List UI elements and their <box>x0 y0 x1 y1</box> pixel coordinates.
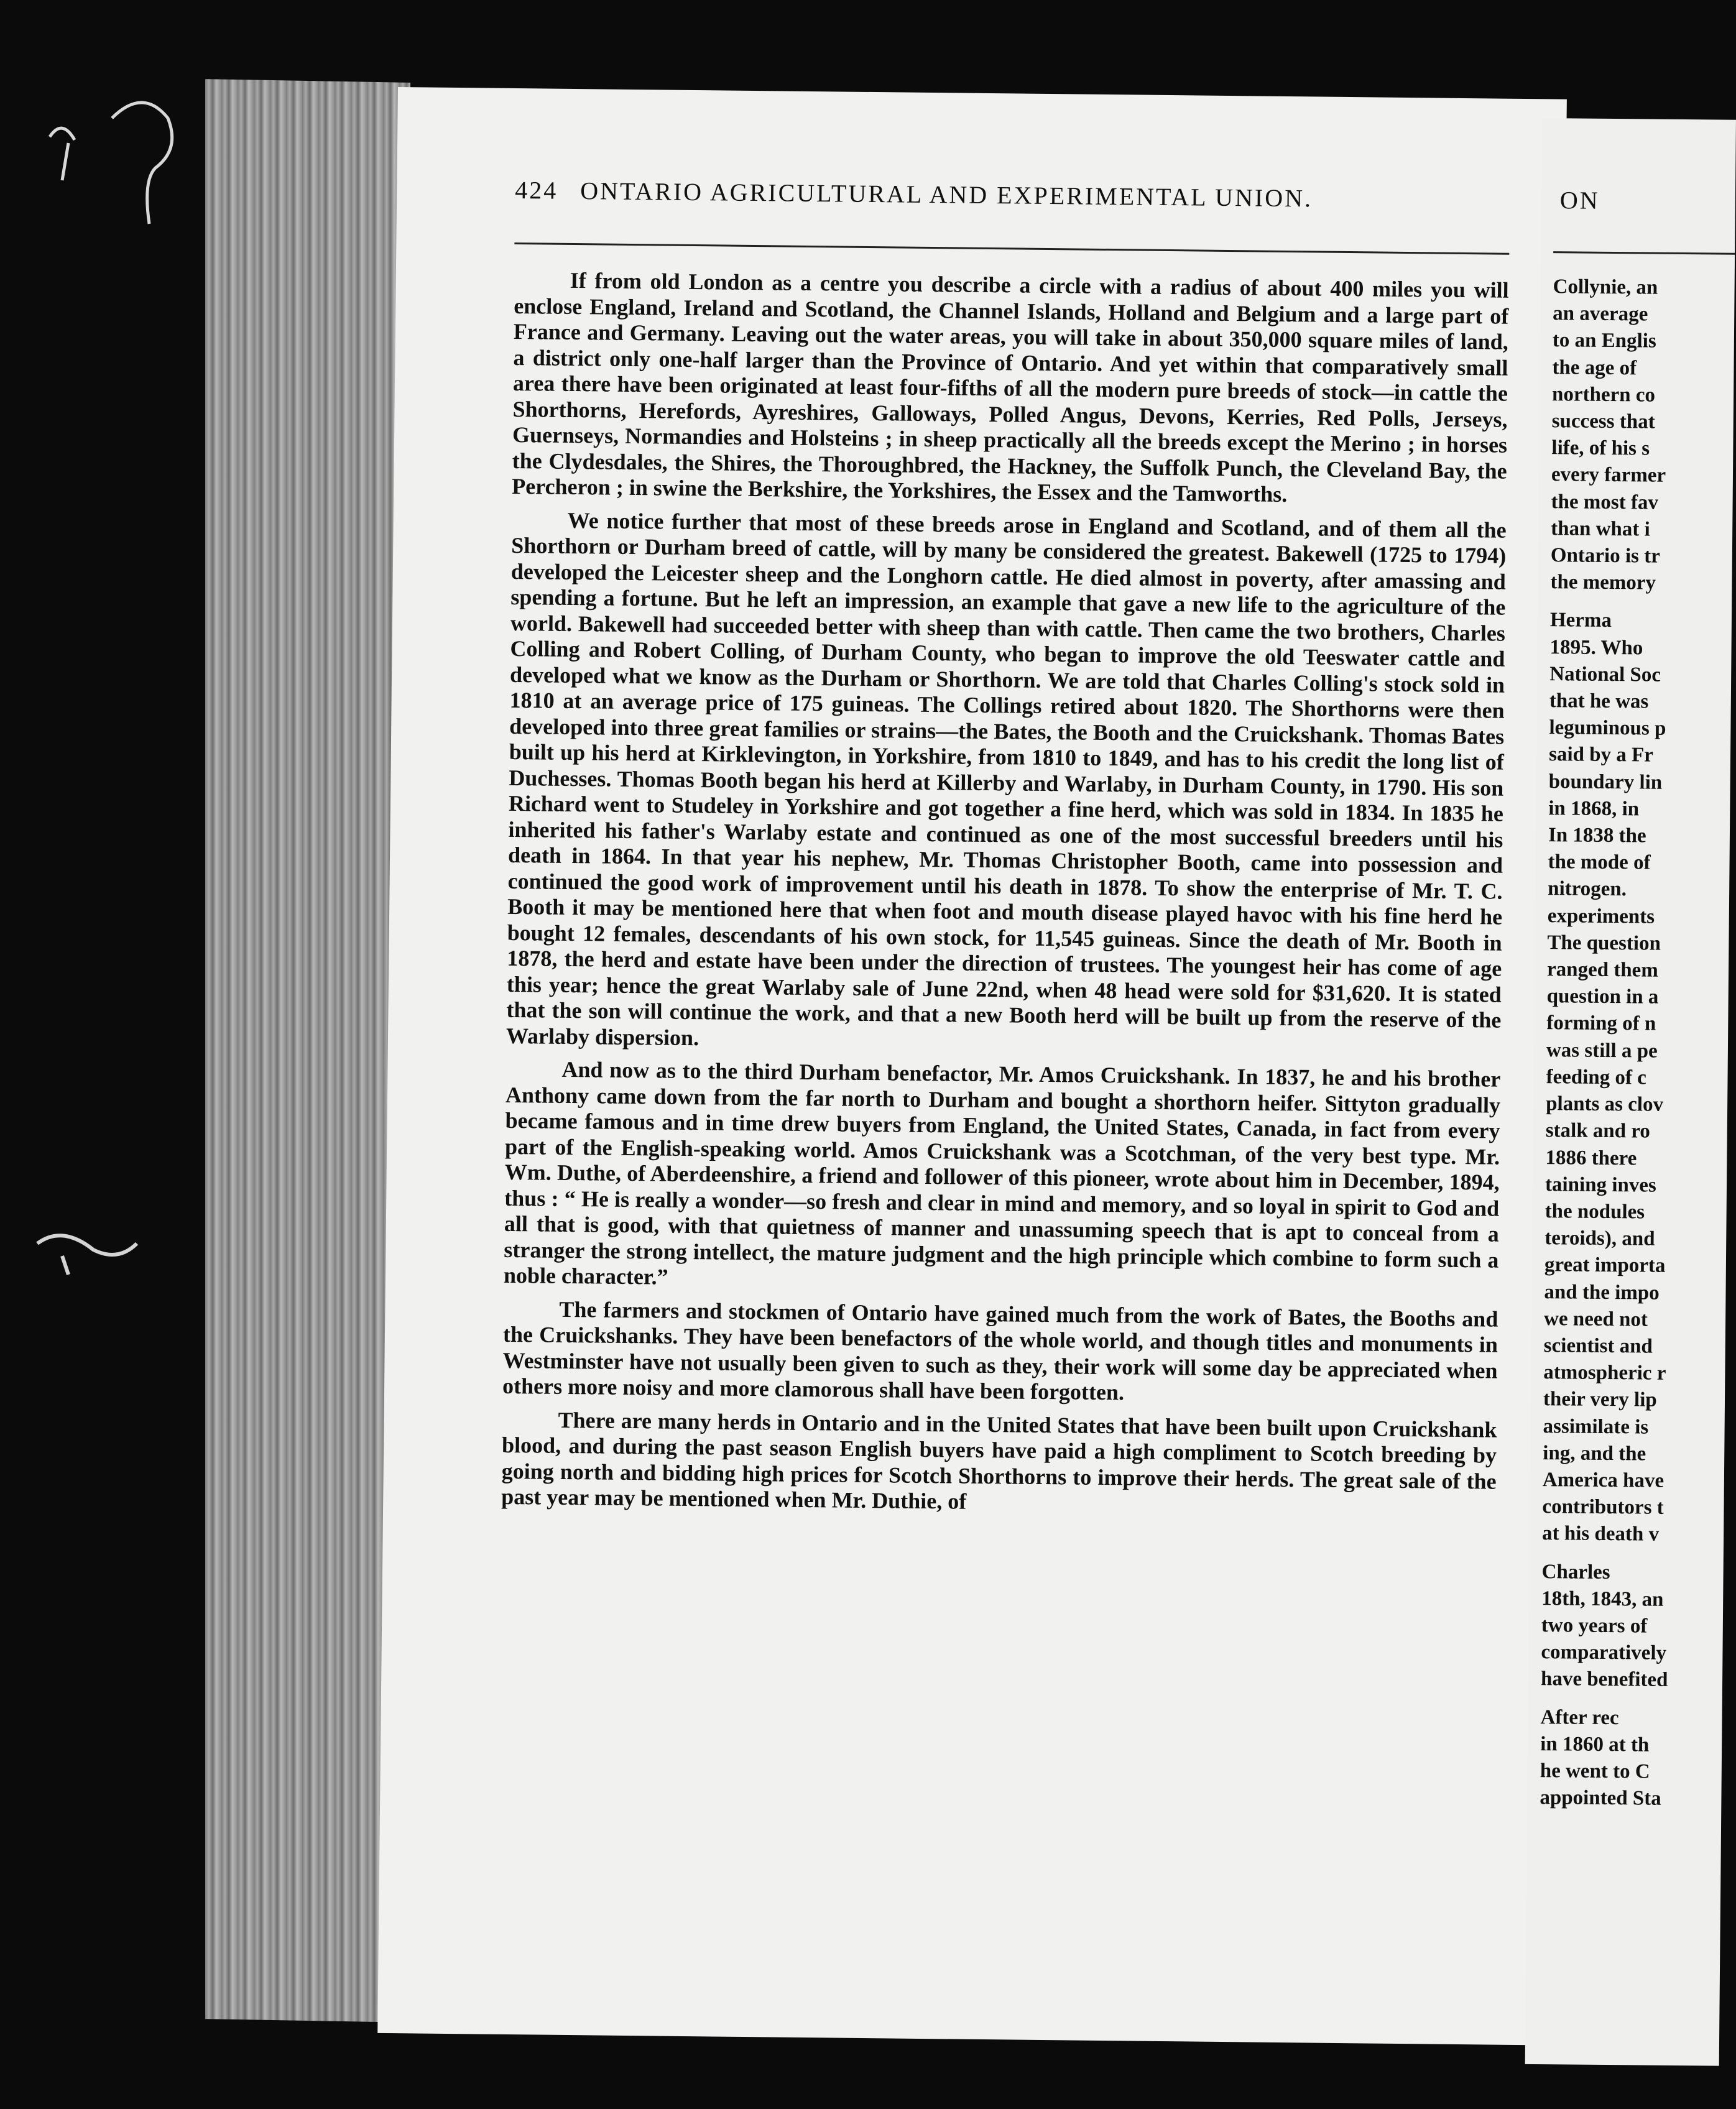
right-page-line: 1886 there <box>1545 1146 1637 1170</box>
right-page-line: great importa <box>1544 1253 1666 1278</box>
right-page-line: leguminous p <box>1549 716 1666 741</box>
right-page-line: two years of <box>1541 1614 1648 1638</box>
right-page-line: National Soc <box>1549 662 1661 686</box>
right-page-line: the most fav <box>1551 490 1659 514</box>
right-page-line: America have <box>1542 1469 1664 1492</box>
right-page-line: ranged them <box>1546 958 1658 982</box>
right-page-line: at his death v <box>1541 1522 1660 1546</box>
right-page-line: nitrogen. <box>1548 877 1627 901</box>
right-page-text <box>1540 274 1736 1815</box>
right-page-line: every farmer <box>1551 463 1666 487</box>
right-page-line: Charles <box>1541 1560 1610 1584</box>
right-page-line: assimilate is <box>1543 1414 1649 1439</box>
paragraph-1: If from old London as a centre you describe a circle with a radius of about 400 miles you will enclose England, Ireland and Scotland, the Channel Islands, Holland and Belgium and a large part of France and Germany. Leaving out the water areas, you will take in about 350,000 square miles of land, a district only one-half larger than the Province of Ontario. And yet within that comparatively small area there have been originated at least four-fifths of all the modern pure breeds of stock—in cattle the Shorthorns, Herefords, Ayreshires, Galloways, Polled Angus, Devons, Kerries, Red Polls, Jerseys, Guernseys, Normandies and Holsteins ; in sheep practically all the breeds except the Merino ; in horses the Clydesdales, the Shires, the Thoroughbred, the Hackney, the Suffolk Punch, the Cleveland Bay, the Percheron ; in swine the Berkshire, the Yorkshires, the Essex and the Tamworths. <box>512 267 1509 507</box>
right-page-line: appointed Sta <box>1540 1786 1661 1810</box>
page-number: 424 <box>515 175 558 205</box>
right-page-partial <box>1525 118 1736 2066</box>
running-head-title: ONTARIO AGRICULTURAL AND EXPERIMENTAL UNION. <box>580 177 1313 213</box>
left-page <box>377 87 1567 2046</box>
right-page-line: said by a Fr <box>1548 743 1653 767</box>
right-running-head: ON <box>1559 186 1600 215</box>
right-page-line: boundary lin <box>1548 770 1663 794</box>
right-page-line: have benefited <box>1540 1668 1668 1692</box>
right-page-line: 18th, 1843, an <box>1541 1587 1664 1611</box>
right-page-line: in 1860 at th <box>1540 1732 1650 1756</box>
right-page-line: scientist and <box>1543 1334 1653 1358</box>
right-page-line: to an Englis <box>1552 329 1656 353</box>
right-page-line: we need not <box>1543 1307 1648 1331</box>
right-page-line: The question <box>1547 931 1661 955</box>
right-page-line: life, of his s <box>1551 436 1650 460</box>
right-page-line: in 1868, in <box>1548 796 1640 821</box>
paragraph-2: We notice further that most of these breeds arose in England and Scotland, and of them all the Shorthorn or Durham breed of cattle, will by many be considered the greatest. Bakewell (1725 to 1794) developed the Leicester sheep and the Longhorn cattle. He died almost in poverty, after amassing and spending a fortune. But he left an impression, an example that gave a new life to the agriculture of the world. Bakewell had succeeded better with sheep than with cattle. Then came the two brothers, Charles Colling and Robert Colling, of Durham County, who began to improve the old Teeswater cattle and developed what we know as the Durham or Shorthorn. We are told that Charles Colling's stock sold in 1810 at an average price of 175 guineas. The Collings retired about 1820. The Shorthorns were then developed into three great families or strains—the Bates, the Booth and the Cruickshank. Thomas Bates built up his herd at Kirklevington, in Yorkshire, from 1810 to 1849, and has to his credit the long list of Duchesses. Thomas Booth began his herd at Killerby and Warlaby, in Durham County, in 1790. His son Richard went to Studeley in Yorkshire and got together a fine herd, which was sold in 1834. In 1835 he inherited his father's Warlaby estate and continued as one of the most successful breeders until his death in 1864. In that year his nephew, Mr. Thomas Christopher Booth, came into possession and continued the good work of improvement until his death in 1878. To show the enterprise of Mr. T. C. Booth it may be mentioned here that when foot and mouth disease played havoc with his fine herd he bought 12 females, descendants of his own stock, for 11,545 guineas. Since the death of Mr. Booth in 1878, the herd and estate have been under the direction of trustees. The youngest heir has come of age this year; hence the great Warlaby sale of June 22nd, when 48 head were sold for $31,620. It is stated that the son will continue the work, and that a new Booth herd will be built up from the reserve of the Warlaby dispersion. <box>506 507 1507 1050</box>
right-page-line: 1895. Who <box>1549 635 1643 660</box>
right-page-line: feeding of c <box>1546 1066 1646 1089</box>
body-text <box>501 267 1509 1528</box>
right-page-line: ing, and the <box>1543 1441 1646 1465</box>
paragraph-5: There are many herds in Ontario and in the United States that have been built upon Cruickshank blood, and during the past season English buyers have paid a high compliment to Scotch breeding by going north and bidding high prices for Scotch Shorthorns to improve their herds. The great sale of the past year may be mentioned when Mr. Duthie, of <box>501 1407 1497 1514</box>
paragraph-3: And now as to the third Durham benefactor, Mr. Amos Cruickshank. In 1837, he and his brother Anthony came down from the far north to Durham and bought a shorthorn heifer. Sittyton gradually became famous and in time drew buyers from England, the United States, Canada, in fact from every part of the English-speaking world. Amos Cruickshank was a Scotchman, of the very best type. Mr. Wm. Duthe, of Aberdeenshire, a friend and follower of this pioneer, wrote about him in December, 1894, thus : “ He is really a wonder—so fresh and clear in mind and memory, and so loyal in spirit to God and all that is good, with that quietness of manner and unassuming speech that is apt to conceal from a stranger the strong intellect, the mature judgment and the high principle which combine to form such a noble character.” <box>503 1056 1501 1290</box>
page-edge-stack <box>205 79 410 2023</box>
margin-scribble-bottom <box>25 1206 149 1293</box>
right-page-line: In 1838 the <box>1548 824 1646 847</box>
right-page-line: taining inves <box>1544 1173 1656 1197</box>
right-page-line: than what i <box>1551 517 1650 541</box>
right-page-line: he went to C <box>1540 1760 1650 1783</box>
right-page-line: the mode of <box>1548 851 1651 874</box>
right-page-line: experiments <box>1547 904 1655 928</box>
right-page-line: the memory <box>1550 571 1656 594</box>
right-page-line: comparatively <box>1541 1641 1667 1664</box>
right-page-line: Collynie, an <box>1553 275 1658 299</box>
right-page-line: After rec <box>1540 1705 1619 1729</box>
right-page-line: atmospheric r <box>1543 1361 1666 1385</box>
header-rule <box>514 242 1509 255</box>
paragraph-4: The farmers and stockmen of Ontario have gained much from the work of Bates, the Booths and the Cruickshanks. They have been benefactors of the whole world, and though titles and monuments in Westminster have not usually been given to such as they, their work will some day be appreciated when others more noisy and more clamorous shall have been forgotten. <box>502 1296 1498 1405</box>
right-page-line: teroids), and <box>1544 1227 1655 1250</box>
right-page-line: that he was <box>1549 690 1649 713</box>
right-page-line: stalk and ro <box>1545 1119 1651 1143</box>
running-header <box>515 175 1485 215</box>
right-page-line: and the impo <box>1544 1280 1660 1304</box>
right-page-line: northern co <box>1551 382 1656 407</box>
right-page-line: plants as clov <box>1546 1092 1664 1116</box>
right-page-line: the nodules <box>1544 1200 1645 1224</box>
right-page-line: success that <box>1551 410 1655 433</box>
margin-scribble-top <box>25 81 211 242</box>
right-page-line: was still a pe <box>1546 1038 1658 1063</box>
right-page-line: Ontario is tr <box>1550 544 1660 568</box>
right-page-line: an average <box>1553 302 1648 326</box>
right-page-line: their very lip <box>1543 1388 1657 1412</box>
right-header-rule <box>1553 251 1736 255</box>
right-page-line: the age of <box>1552 356 1637 379</box>
right-page-line: forming of n <box>1546 1012 1656 1036</box>
right-page-line: Herma <box>1549 609 1612 632</box>
right-page-line: contributors t <box>1542 1495 1664 1519</box>
right-page-line: question in a <box>1546 985 1659 1008</box>
